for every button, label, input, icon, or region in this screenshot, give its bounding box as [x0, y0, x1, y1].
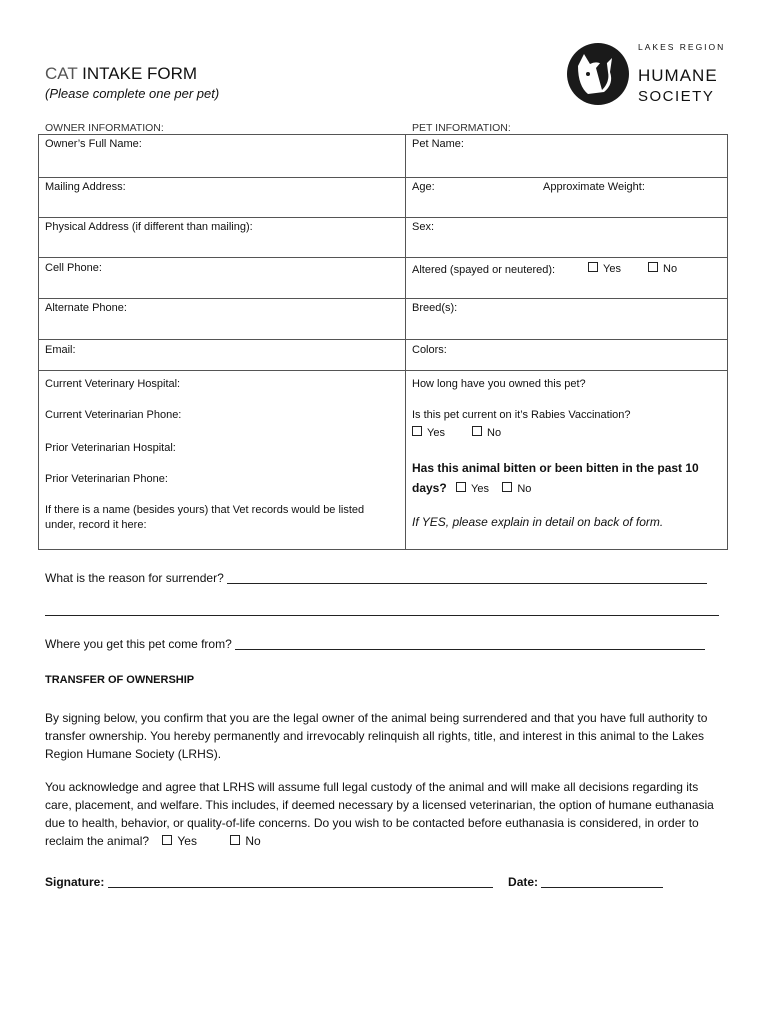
table-divider	[405, 134, 406, 550]
sex-field[interactable]: Sex:	[412, 221, 435, 233]
weight-field[interactable]: Approximate Weight:	[543, 181, 645, 193]
age-field[interactable]: Age:	[412, 181, 435, 193]
answer-line[interactable]	[45, 603, 719, 616]
other-name-field[interactable]: If there is a name (besides yours) that Vet records would be listed under, record it here:	[45, 504, 365, 531]
vet-phone-field[interactable]: Current Veterinarian Phone:	[45, 409, 182, 421]
signature-label: Signature:	[45, 875, 105, 889]
answer-line[interactable]	[227, 571, 707, 584]
answer-line[interactable]	[235, 637, 705, 650]
form-subtitle: (Please complete one per pet)	[45, 86, 220, 101]
row-divider	[38, 257, 728, 258]
euthanasia-yes-checkbox[interactable]: Yes	[162, 834, 197, 848]
row-divider	[38, 298, 728, 299]
cell-phone-field[interactable]: Cell Phone:	[45, 262, 102, 274]
signature-line[interactable]	[108, 875, 493, 888]
row-divider	[38, 339, 728, 340]
owned-duration-field[interactable]: How long have you owned this pet?	[412, 378, 586, 390]
date-label: Date:	[508, 875, 539, 889]
checkbox-icon	[162, 835, 172, 845]
mailing-address-field[interactable]: Mailing Address:	[45, 181, 126, 193]
checkbox-icon	[456, 482, 466, 492]
checkbox-icon	[412, 426, 422, 436]
logo-line3: SOCIETY	[638, 88, 715, 105]
cat-dog-logo-icon	[566, 42, 630, 106]
email-field[interactable]: Email:	[45, 344, 76, 356]
rabies-yes-checkbox[interactable]: Yes	[412, 426, 445, 441]
vet-hospital-field[interactable]: Current Veterinary Hospital:	[45, 378, 181, 390]
altered-no-checkbox[interactable]: No	[648, 262, 677, 277]
transfer-heading: TRANSFER OF OWNERSHIP	[45, 674, 195, 686]
pet-source-field[interactable]: Where you get this pet come from?	[45, 637, 705, 651]
altered-label: Altered (spayed or neutered):	[412, 264, 556, 276]
rabies-question: Is this pet current on it’s Rabies Vaccination?	[412, 409, 631, 421]
rabies-no-checkbox[interactable]: No	[472, 426, 501, 441]
checkbox-icon	[648, 262, 658, 272]
form-title: CAT INTAKE FORM	[45, 64, 198, 83]
owner-section-label: OWNER INFORMATION:	[45, 122, 164, 134]
signature-row	[45, 875, 663, 889]
transfer-paragraph-1: By signing below, you confirm that you are the legal owner of the animal being surrendered and that you have full authority to transfer ownership. You hereby permanently and irrevocably relinquish all rights, title, and interest in this animal to the Lakes Region Humane Society (LRHS).	[45, 711, 708, 761]
owner-name-field[interactable]: Owner’s Full Name:	[45, 138, 142, 150]
row-divider	[38, 370, 728, 371]
physical-address-field[interactable]: Physical Address (if different than mailing):	[45, 221, 253, 233]
checkbox-icon	[472, 426, 482, 436]
date-line[interactable]	[541, 875, 663, 888]
logo-line1: LAKES REGION	[638, 42, 726, 52]
surrender-reason-line2[interactable]	[45, 603, 719, 617]
bitten-no-checkbox[interactable]: No	[502, 483, 531, 495]
checkbox-icon	[502, 482, 512, 492]
bitten-yes-checkbox[interactable]: Yes	[456, 483, 489, 495]
lrhs-logo	[566, 40, 726, 112]
surrender-reason-field[interactable]: What is the reason for surrender?	[45, 571, 707, 585]
pet-name-field[interactable]: Pet Name:	[412, 138, 464, 150]
altered-yes-checkbox[interactable]: Yes	[588, 262, 621, 277]
logo-line2: HUMANE	[638, 66, 718, 85]
checkbox-icon	[588, 262, 598, 272]
explain-note: If YES, please explain in detail on back of form.	[412, 515, 664, 529]
prior-hospital-field[interactable]: Prior Veterinarian Hospital:	[45, 442, 176, 454]
bitten-question: Has this animal bitten or been bitten in the past 10 days? Yes No	[412, 461, 699, 495]
euthanasia-no-checkbox[interactable]: No	[230, 834, 260, 848]
prior-phone-field[interactable]: Prior Veterinarian Phone:	[45, 473, 168, 485]
transfer-paragraph-2: You acknowledge and agree that LRHS will assume full legal custody of the animal and will make all decisions regarding its care, placement, and welfare. This includes, if deemed necessary by a licensed veterinarian, the option of humane euthanasia due to health, behavior, or quality-of-life concerns. Do you wish to be contacted before euthanasia is considered, in order to reclaim the animal? Yes No	[45, 780, 714, 848]
checkbox-icon	[230, 835, 240, 845]
alternate-phone-field[interactable]: Alternate Phone:	[45, 302, 127, 314]
row-divider	[38, 177, 728, 178]
breed-field[interactable]: Breed(s):	[412, 302, 458, 314]
pet-section-label: PET INFORMATION:	[412, 122, 511, 134]
colors-field[interactable]: Colors:	[412, 344, 447, 356]
row-divider	[38, 217, 728, 218]
